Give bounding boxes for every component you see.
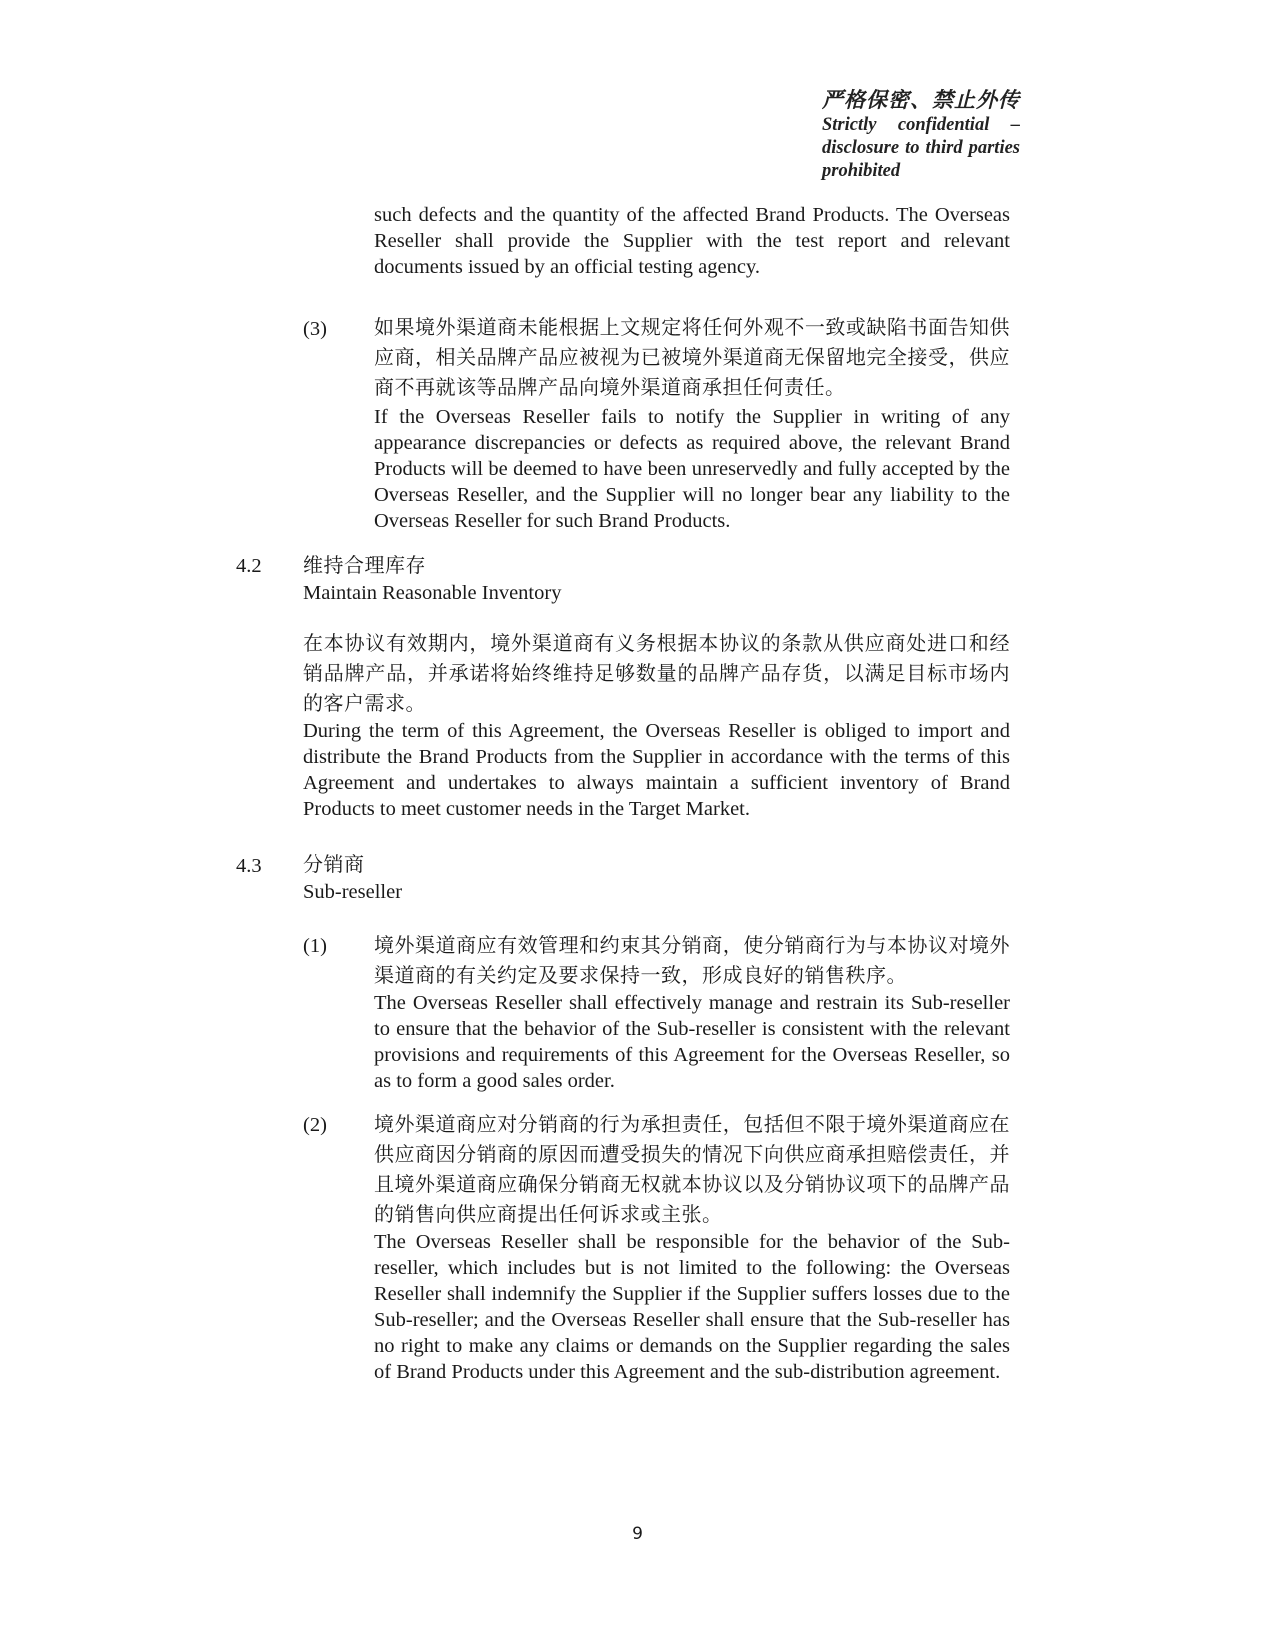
section-title-en: Maintain Reasonable Inventory [303, 582, 562, 604]
page-number: 9 [632, 1524, 643, 1544]
clause-4-3-2-cn: 境外渠道商应对分销商的行为承担责任，包括但不限于境外渠道商应在供应商因分销商的原因而遭受损失的情况下向供应商承担赔偿责任，并且境外渠道商应确保分销商无权就本协议以及分销协议项下的品牌产品的销售向供应商提出任何诉求或主张。 [374, 1112, 1010, 1226]
confidentiality-notice-cn: 严格保密、禁止外传 [822, 88, 1020, 112]
clause-number: (3) [303, 318, 327, 340]
clause-number: (2) [303, 1114, 327, 1136]
clause-3-cn: 如果境外渠道商未能根据上文规定将任何外观不一致或缺陷书面告知供应商，相关品牌产品应被视为已被境外渠道商无保留地完全接受，供应商不再就该等品牌产品向境外渠道商承担任何责任。 [374, 315, 1010, 399]
clause-4-3-2-body [374, 1109, 1010, 1385]
section-title-cn: 维持合理库存 [303, 553, 426, 577]
clause-4-3-1-en: The Overseas Reseller shall effectively manage and restrain its Sub-reseller to ensure that the behavior of the Sub-reseller is consistent with the relevant provisions and requirements of this Agreement for the Overseas Reseller, so as to form a good sales order. [374, 992, 1010, 1092]
clause-3-en: If the Overseas Reseller fails to notify the Supplier in writing of any appearance discrepancies or defects as required above, the relevant Brand Products will be deemed to have been unreservedly and fully accepted by the Overseas Reseller, and the Supplier will no longer bear any liability to the Overseas Reseller for such Brand Products. [374, 406, 1010, 532]
section-4-2-en: During the term of this Agreement, the Overseas Reseller is obliged to import and distribute the Brand Products from the Supplier in accordance with the terms of this Agreement and undertakes to always maintain a sufficient inventory of Brand Products to meet customer needs in the Target Market. [303, 720, 1010, 820]
continuation-paragraph: such defects and the quantity of the affected Brand Products. The Overseas Reseller shall provide the Supplier with the test report and relevant documents issued by an official testing agency. [374, 204, 1010, 278]
clause-4-3-2-en: The Overseas Reseller shall be responsible for the behavior of the Sub-reseller, which includes but is not limited to the following: the Overseas Reseller shall indemnify the Supplier if the Supplier suffers losses due to the Sub-reseller; and the Overseas Reseller shall ensure that the Sub-reseller has no right to make any claims or demands on the Supplier regarding the sales of Brand Products under this Agreement and the sub-distribution agreement. [374, 1231, 1010, 1383]
section-number: 4.2 [236, 555, 262, 577]
clause-3-body [374, 312, 1010, 534]
section-title-cn: 分销商 [303, 852, 365, 876]
section-number: 4.3 [236, 855, 262, 877]
section-4-2-cn: 在本协议有效期内，境外渠道商有义务根据本协议的条款从供应商处进口和经销品牌产品，并承诺将始终维持足够数量的品牌产品存货，以满足目标市场内的客户需求。 [303, 631, 1010, 715]
confidentiality-notice-en: Strictly confidential – disclosure to third parties prohibited [822, 115, 1020, 181]
clause-4-3-1-cn: 境外渠道商应有效管理和约束其分销商，使分销商行为与本协议对境外渠道商的有关约定及要求保持一致，形成良好的销售秩序。 [374, 933, 1010, 987]
clause-4-3-1-body [374, 930, 1010, 1094]
section-title-en: Sub-reseller [303, 881, 403, 903]
section-4-3-title [303, 849, 1010, 905]
clause-number: (1) [303, 935, 327, 957]
section-4-2 [303, 550, 1010, 822]
confidentiality-notice [822, 86, 1020, 183]
